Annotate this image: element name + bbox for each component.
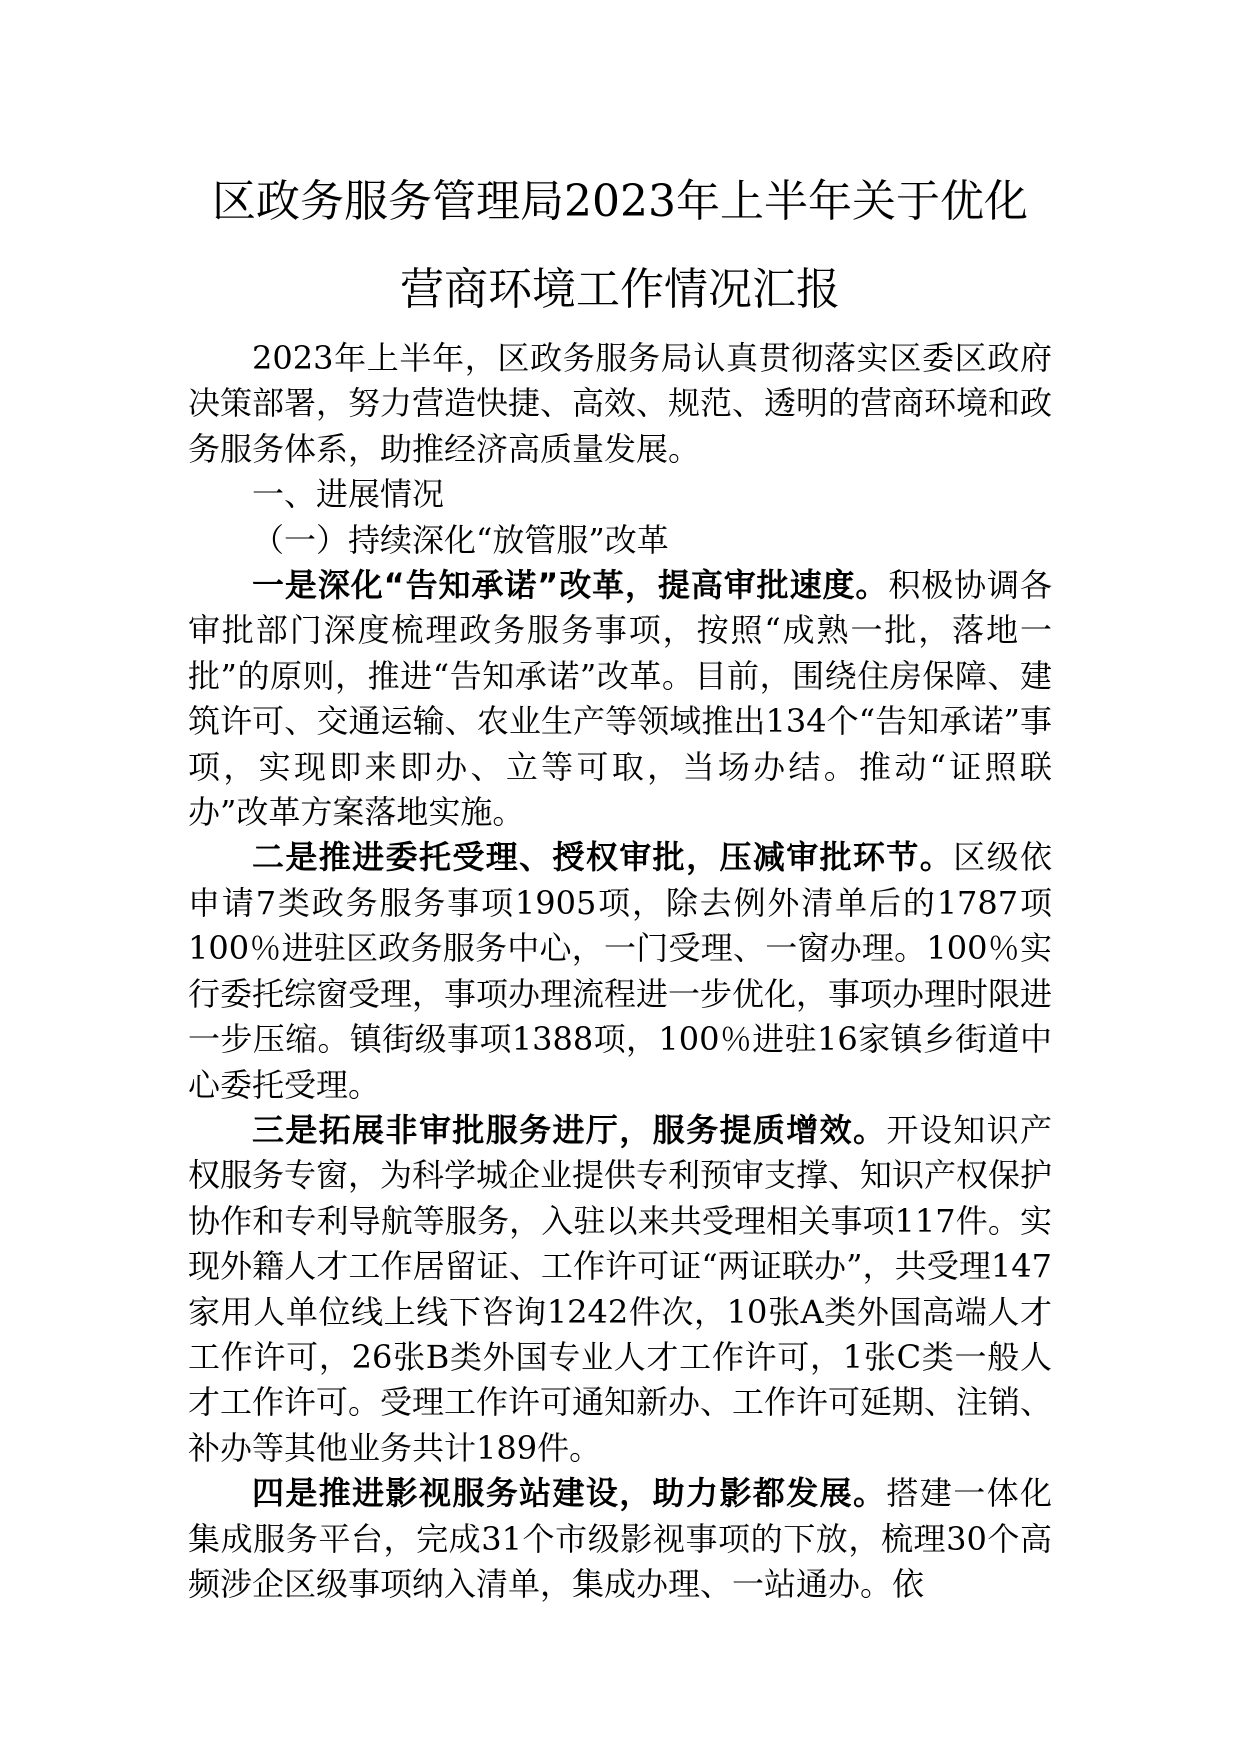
- paragraph-lead: 三是拓展非审批服务进厅，服务提质增效。: [252, 1110, 887, 1149]
- list-item-paragraph: [188, 563, 1052, 835]
- list-item-paragraph: [188, 1471, 1052, 1607]
- paragraph-lead: 二是推进委托受理、授权审批，压减审批环节。: [252, 838, 954, 877]
- list-item-paragraph: [188, 1108, 1052, 1471]
- document-body: [188, 336, 1052, 1607]
- paragraph-lead: 一是深化“告知承诺”改革，提高审批速度。: [252, 566, 889, 605]
- paragraph-text: 区级依申请7类政务服务事项1905项，除去例外清单后的1787项100％进驻区政务服务中心，一门受理、一窗办理。100％实行委托综窗受理，事项办理流程进一步优化，事项办理时限进一步压缩。镇街级事项1388项，100％进驻16家镇乡街道中心委托受理。: [188, 838, 1053, 1104]
- paragraph-text: 开设知识产权服务专窗，为科学城企业提供专利预审支撑、知识产权保护协作和专利导航等服务，入驻以来共受理相关事项117件。实现外籍人才工作居留证、工作许可证“两证联办”，共受理147家用人单位线上线下咨询1242件次，10张A类外国高端人才工作许可，26张B类外国专业人才工作许可，1张C类一般人才工作许可。受理工作许可通知新办、工作许可延期、注销、补办等其他业务共计189件。: [188, 1110, 1053, 1467]
- subsection-heading: （一）持续深化“放管服”改革: [252, 520, 669, 559]
- paragraph-lead: 四是推进影视服务站建设，助力影都发展。: [252, 1474, 887, 1513]
- paragraph-text: 积极协调各审批部门深度梳理政务服务事项，按照“成熟一批，落地一批”的原则，推进“告知承诺”改革。目前，围绕住房保障、建筑许可、交通运输、农业生产等领域推出134个“告知承诺”事项，实现即来即办、立等可取，当场办结。推动“证照联办”改革方案落地实施。: [188, 566, 1052, 832]
- intro-paragraph: 2023年上半年，区政务服务局认真贯彻落实区委区政府决策部署，努力营造快捷、高效、规范、透明的营商环境和政务服务体系，助推经济高质量发展。: [188, 339, 1053, 468]
- list-item-paragraph: [188, 835, 1052, 1107]
- document-title-line-2: 营商环境工作情况汇报: [400, 264, 840, 315]
- document-title-line-1: 区政务服务管理局2023年上半年关于优化: [212, 176, 1028, 227]
- section-heading: 一、进展情况: [252, 475, 445, 514]
- paragraph-text: 搭建一体化集成服务平台，完成31个市级影视事项的下放，梳理30个高频涉企区级事项纳入清单，集成办理、一站通办。依: [188, 1474, 1052, 1603]
